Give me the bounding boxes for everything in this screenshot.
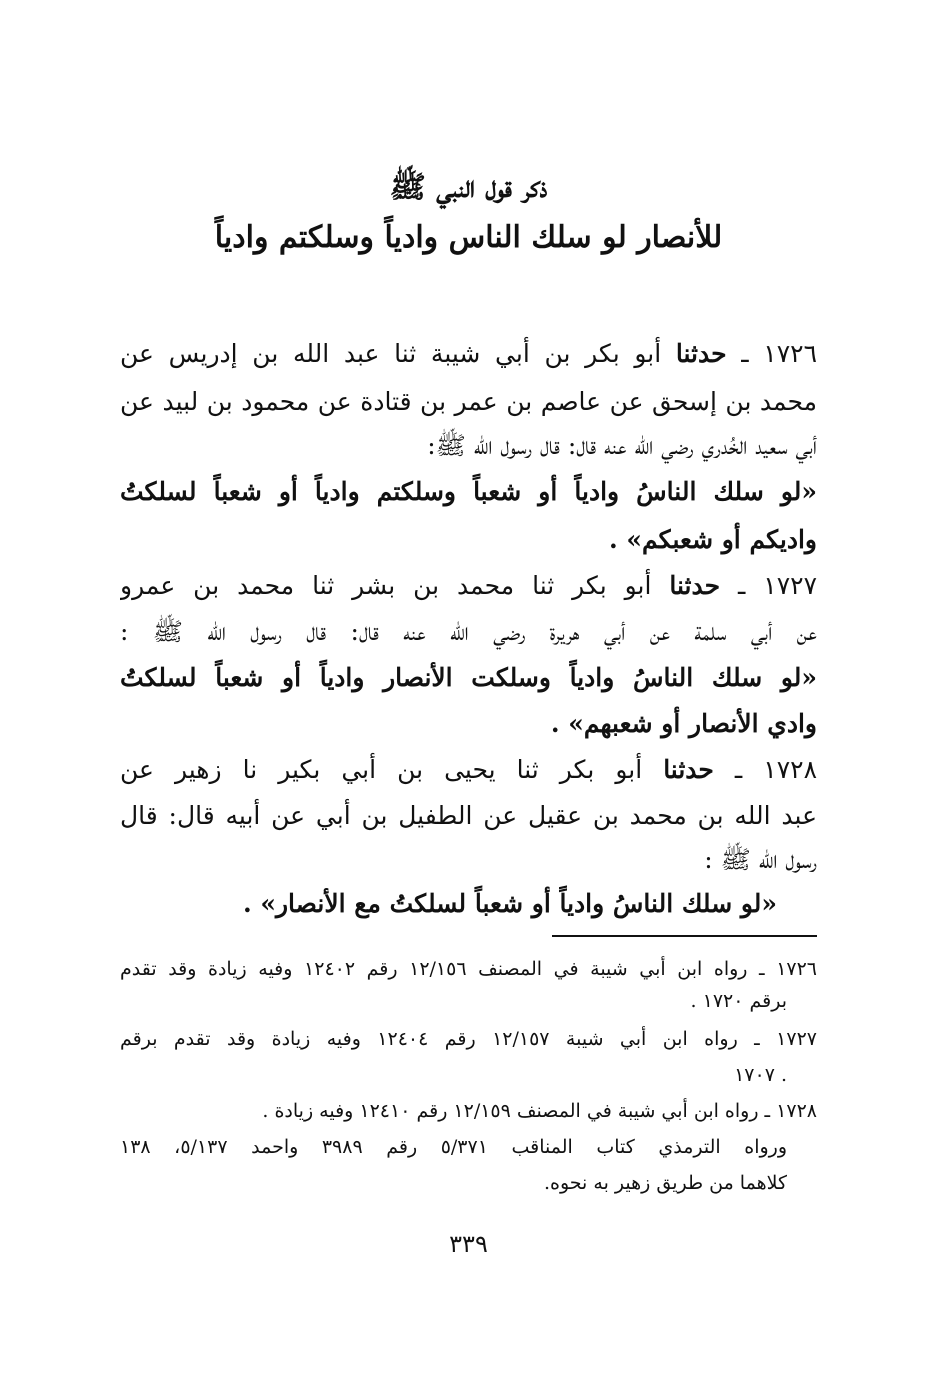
chapter-title-line-1: ذكر قول النبي ﷺ — [389, 170, 548, 205]
hadith-1728-line-3: رسول الله ﷺ : — [704, 845, 817, 874]
hadith-lead-word: حدثنا — [675, 339, 727, 368]
footnote-1727-line-2: . ١٧٠٧ — [734, 1064, 787, 1086]
hadith-1727-line-2: عن أبي سلمة عن أبي هريرة رضي الله عنه قال: قال رسول الله ﷺ : — [120, 617, 817, 646]
footnote-separator — [552, 935, 817, 937]
hadith-lead-word: حدثنا — [669, 571, 721, 600]
hadith-1728-line-2: عبد الله بن محمد بن عقيل عن الطفيل بن أبي عن أبيه قال: قال — [120, 801, 817, 830]
footnote-1727-line-1: ١٧٢٧ ـ رواه ابن أبي شيبة ١٢/١٥٧ رقم ١٢٤٠٤ وفيه زيادة وقد تقدم برقم — [120, 1028, 817, 1050]
hadith-text: أبو بكر بن أبي شيبة ثنا عبد الله بن إدريس عن — [120, 339, 662, 368]
chapter-title-line-2: للأنصار لو سلك الناس وادياً وسلكتم وادياً — [214, 220, 723, 255]
hadith-1728-matn: «لو سلك الناسُ وادياً أو شعباً لسلكتُ مع الأنصار» . — [242, 889, 777, 918]
hadith-1726-matn-line-1: «لو سلك الناسُ وادياً أو شعباً وسلكتم وادياً أو شعباً لسلكتُ — [120, 477, 817, 506]
footnote-1728-line-1: ١٧٢٨ ـ رواه ابن أبي شيبة في المصنف ١٢/١٥٩ رقم ١٢٤١٠ وفيه زيادة . — [262, 1100, 817, 1122]
footnote-1728-line-2: ورواه الترمذي كتاب المناقب ٥/٣٧١ رقم ٣٩٨٩ واحمد ٥/١٣٧، ١٣٨ — [120, 1136, 787, 1158]
hadith-text: أبو بكر ثنا محمد بن بشر ثنا محمد بن عمرو — [120, 571, 652, 600]
hadith-number: ١٧٢٨ ـ — [734, 755, 817, 784]
hadith-text: أبو بكر ثنا يحيى بن أبي بكير نا زهير عن — [120, 755, 643, 784]
hadith-1726-line-2: محمد بن إسحق عن عاصم بن عمر بن قتادة عن محمود بن لبيد عن — [120, 387, 817, 416]
hadith-1726-line-1 — [120, 334, 817, 374]
page-number: ٣٣٩ — [449, 1230, 488, 1258]
hadith-1726-matn-line-2: واديكم أو شعبكم» . — [608, 525, 817, 554]
footnote-1728-line-3: كلاهما من طريق زهير به نحوه. — [543, 1172, 787, 1194]
hadith-lead-word: حدثنا — [663, 755, 714, 784]
hadith-number: ١٧٢٧ ـ — [738, 571, 817, 600]
hadith-1728-line-1 — [120, 750, 817, 790]
hadith-number: ١٧٢٦ ـ — [741, 339, 817, 368]
hadith-1727-matn-line-2: وادي الأنصار أو شعبهم» . — [550, 709, 817, 738]
hadith-1727-line-1 — [120, 566, 817, 606]
hadith-1727-matn-line-1: «لو سلك الناسُ وادياً وسلكت الأنصار وادياً أو شعباً لسلكتُ — [120, 663, 817, 692]
footnote-1726-line-1: ١٧٢٦ ـ رواه ابن أبي شيبة في المصنف ١٢/١٥٦ رقم ١٢٤٠٢ وفيه زيادة وقد تقدم — [120, 958, 817, 980]
hadith-1726-line-3: أبي سعيد الخُدري رضي الله عنه قال: قال رسول الله ﷺ: — [427, 431, 817, 460]
footnote-1726-line-2: برقم ١٧٢٠ . — [690, 990, 787, 1012]
